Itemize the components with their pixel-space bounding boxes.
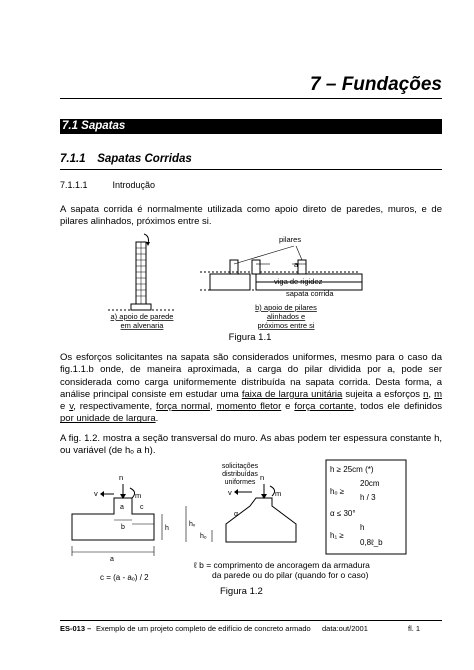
p2-underline-momento: momento fletor [216,401,282,413]
fig2-m-left: m [135,491,142,500]
eq-h: h ≥ 25cm (*) [330,465,374,474]
subsubsection-number: 7.1.1.1 [60,180,88,190]
fig2-b: b [121,524,125,531]
caption-b-line3: próximos entre si [257,321,315,330]
p2-text: e [281,401,295,413]
p2-underline-m: m [434,388,442,400]
fig2-h-left: h [165,525,169,532]
columns-drawing [200,235,362,298]
footer-rule [60,620,442,621]
label-a: a [294,260,299,269]
fig2-lb-line2: da parede ou do pilar (quando for o caso) [212,570,369,580]
paragraph-3: A fig. 1.2. mostra a seção transversal do muro. As abas podem ter espessura constante h, ou variável (de hₒ a h). [60,433,442,457]
p2-text: e [60,401,70,413]
eq-ho-label: hₒ ≥ [330,487,345,496]
subsubsection-title: Introdução [112,180,156,190]
p2-text: . [155,413,159,425]
fig2-ho: hₒ [200,533,207,540]
p2-underline-cortante: força cortante [294,401,354,413]
figure-1-1-caption: Figura 1.1 [228,332,272,343]
footer-date: data:out/2001 [322,624,368,633]
fig2-hv: hᵥ [189,521,196,528]
p2-underline-v: v [69,401,74,413]
caption-a-line2: em alvenaria [120,321,164,330]
fig2-v-right: v [228,488,232,497]
section-title: 7.1 Sapatas [62,120,126,132]
chapter-title: 7 – Fundações [310,74,442,95]
section-variable-drawing [186,463,296,542]
label-pilares: pilares [279,235,302,244]
p2-text: sujeita a esforços [342,388,424,400]
fig2-distribuidas: distribuídas [222,471,258,478]
eq-ho-b: h / 3 [360,493,376,502]
fig2-c-formula: c = (a - aₒ) / 2 [100,573,149,582]
eq-h1-a: h [360,523,365,532]
fig2-c: c [140,504,144,511]
fig2-alpha: α [234,511,239,518]
footer-desc: Exemplo de um projeto completo de edifício de concreto armado [96,624,311,633]
eq-h1-label: h₁ ≥ [330,531,344,540]
figure-1-2-caption: Figura 1.2 [220,586,263,597]
label-sapata: sapata corrida [286,289,334,298]
figure-1-1 [60,228,442,343]
figure-1-2 [60,458,442,600]
paragraph-2 [60,352,442,426]
eq-h1-b: 0,8ℓ_b [360,538,383,547]
caption-b-line2: alinhados e [266,312,306,321]
fig2-n-left: n [119,473,124,482]
fig2-a0: a [120,504,124,511]
p2-underline-unidade: por unidade de largura [60,413,156,425]
p2-text: , [428,388,435,400]
fig2-lb-line1: ℓ b = comprimento de ancoragem da armadura [194,560,370,570]
chapter-rule [60,98,442,99]
p2-text: , [210,401,217,413]
p2-text: , respectivamente, [73,401,157,413]
equations-box [326,460,406,554]
fig2-v-left: v [94,489,98,498]
p2-underline-faixa: faixa de largura unitária [241,388,343,400]
p2-underline-forca-normal: força normal [156,401,211,413]
p2-underline-n: n [423,388,429,400]
p2-text: , todos ele definidos [353,401,442,413]
subsection-heading [60,153,192,165]
caption-a-line1: a) apoio de parede [110,312,174,321]
footer-page: fl. 1 [408,624,421,633]
subsection-rule [60,169,442,170]
caption-b-line1: b) apoio de pilares [255,303,317,312]
subsection-title: Sapatas Corridas [97,153,192,165]
fig2-a: a [110,556,114,563]
fig2-m-right: m [275,489,282,498]
eq-ho-a: 20cm [360,479,380,488]
p2-text: Os esforços solicitantes na sapata são considerados uniformes, mesmo para o caso da fig.1.1.b onde, de maneira aproximada, a carga do pilar dividida por a, pode ser considerada como carga uniformemente distribuída na sapata corrida. Desta forma, a análise principal consiste em estudar uma [60,352,442,400]
footer-code: ES-013 – [60,624,92,633]
subsubsection-heading [60,180,155,190]
eq-alpha: α ≤ 30° [330,509,356,518]
intro-paragraph: A sapata corrida é normalmente utilizada como apoio direto de paredes, muros, e de pilares alinhados, próximos entre si. [60,204,442,228]
fig2-uniformes: uniformes [224,479,256,486]
fig2-n-right: n [260,473,265,482]
label-viga: viga de rigidez [274,277,323,286]
fig2-solicitacoes: solicitações [221,463,259,470]
section-constant-drawing [72,473,169,582]
wall-drawing [108,234,174,310]
subsection-number: 7.1.1 [60,153,86,165]
